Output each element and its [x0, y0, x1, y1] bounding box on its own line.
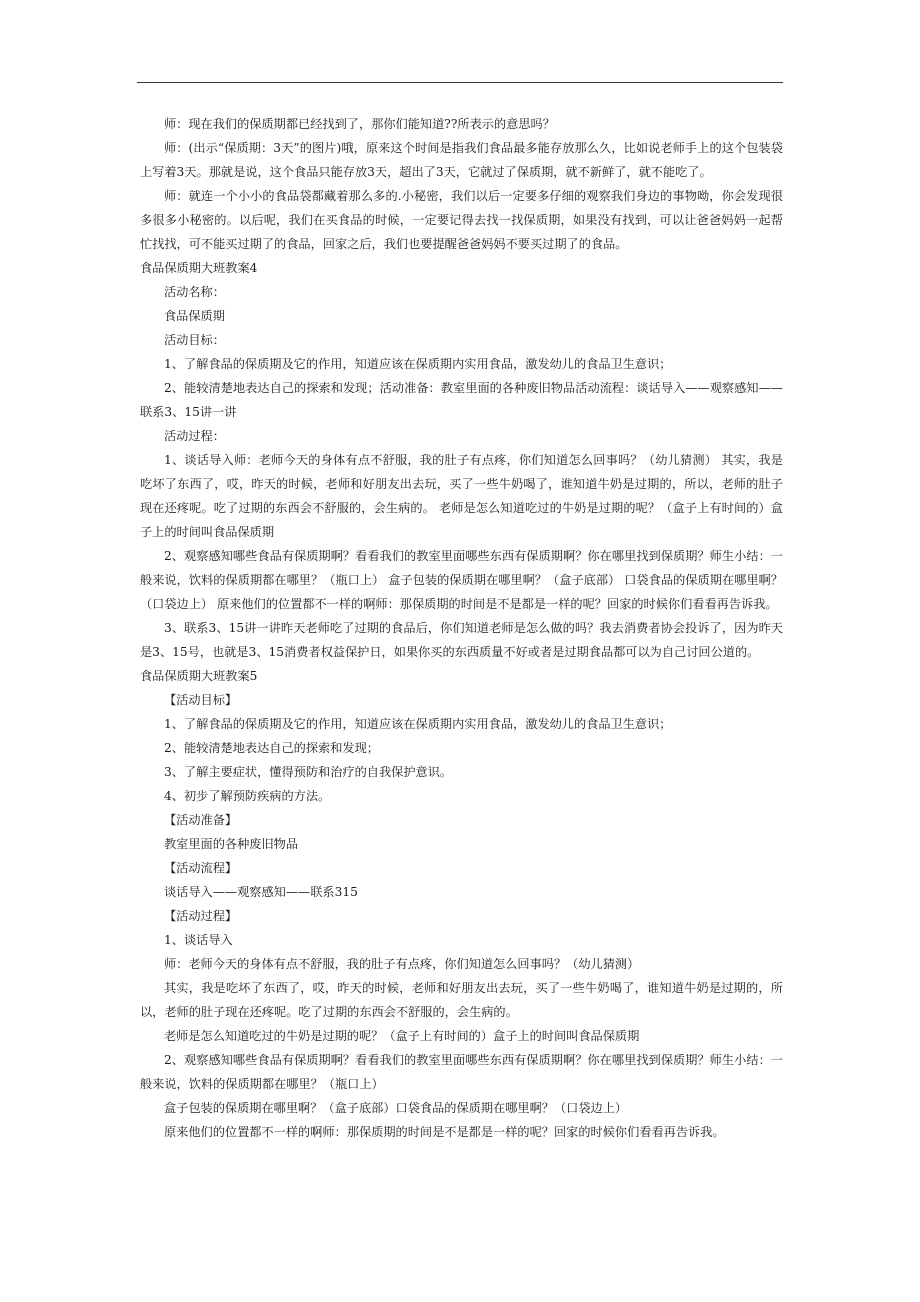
paragraph: 师：(出示“保质期：3天”的图片)哦，原来这个时间是指我们食品最多能存放那么久，比如说老师手上的这个包装袋上写着3天。那就是说，这个食品只能存放3天，超出了3天，它就过了保质期，就不新鲜了，就不能吃了。: [140, 141, 783, 179]
paragraph: 4、初步了解预防疾病的方法。: [164, 789, 331, 803]
paragraph: 1、了解食品的保质期及它的作用，知道应该在保质期内实用食品，激发幼儿的食品卫生意识；: [164, 357, 672, 371]
paragraph: 【活动流程】: [164, 861, 238, 875]
paragraph: 3、联系3、15讲一讲昨天老师吃了过期的食品后，你们知道老师是怎么做的吗？我去消费者协会投诉了，因为昨天是3、15号，也就是3、15消费者权益保护日，如果你买的东西质量不好或者是过期食品都可以为自己讨回公道的。: [140, 621, 783, 659]
paragraph: 1、谈话导入: [164, 933, 233, 947]
document-body: [140, 112, 783, 1144]
paragraph: 1、谈话导入师：老师今天的身体有点不舒服，我的肚子有点疼，你们知道怎么回事吗？（幼儿猜测） 其实，我是吃坏了东西了，哎，昨天的时候，老师和好朋友出去玩，买了一些牛奶喝了，谁知道牛奶是过期的，所以，老师的肚子现在还疼呢。吃了过期的东西会不舒服的，会生病的。 老师是怎么知道吃过的牛奶是过期的呢？（盒子上有时间的）盒子上的时间叫食品保质期: [140, 453, 783, 539]
paragraph: 教室里面的各种废旧物品: [164, 837, 299, 851]
paragraph: 谈话导入——观察感知——联系315: [164, 885, 358, 899]
section-heading: 食品保质期大班教案5: [140, 669, 258, 683]
paragraph: 盒子包装的保质期在哪里啊？（盒子底部）口袋食品的保质期在哪里啊？（口袋边上）: [164, 1101, 628, 1115]
paragraph: 师：老师今天的身体有点不舒服，我的肚子有点疼，你们知道怎么回事吗？（幼儿猜测）: [164, 957, 640, 971]
paragraph: 活动过程：: [164, 429, 225, 443]
paragraph: 师：现在我们的保质期都已经找到了，那你们能知道??所表示的意思吗？: [164, 117, 555, 131]
paragraph: 3、了解主要症状，懂得预防和治疗的自我保护意识。: [164, 765, 453, 779]
paragraph: 食品保质期: [164, 309, 225, 323]
header-rule: [137, 82, 783, 83]
paragraph: 老师是怎么知道吃过的牛奶是过期的呢？（盒子上有时间的）盒子上的时间叫食品保质期: [164, 1029, 640, 1043]
paragraph: 2、观察感知哪些食品有保质期啊？看看我们的教室里面哪些东西有保质期啊？你在哪里找到保质期？师生小结：一般来说，饮料的保质期都在哪里？（瓶口上）: [140, 1053, 783, 1091]
paragraph: 2、能较清楚地表达自己的探索和发现；活动准备：教室里面的各种废旧物品活动流程：谈话导入——观察感知——联系3、15讲一讲: [140, 381, 783, 419]
paragraph: 活动目标：: [164, 333, 225, 347]
paragraph: 活动名称：: [164, 285, 225, 299]
section-heading: 食品保质期大班教案4: [140, 261, 258, 275]
paragraph: 【活动准备】: [164, 813, 238, 827]
paragraph: 【活动过程】: [164, 909, 238, 923]
paragraph: 2、观察感知哪些食品有保质期啊？看看我们的教室里面哪些东西有保质期啊？你在哪里找到保质期？师生小结：一般来说，饮料的保质期都在哪里？（瓶口上） 盒子包装的保质期在哪里啊？（盒子底部） 口袋食品的保质期在哪里啊？（口袋边上） 原来他们的位置都不一样的啊师：那保质期的时间是不是都是一样的呢？回家的时候你们看看再告诉我。: [140, 549, 783, 611]
paragraph: 1、了解食品的保质期及它的作用，知道应该在保质期内实用食品，激发幼儿的食品卫生意识；: [164, 717, 672, 731]
paragraph: 原来他们的位置都不一样的啊师：那保质期的时间是不是都是一样的呢？回家的时候你们看看再告诉我。: [164, 1125, 725, 1139]
paragraph: 【活动目标】: [164, 693, 238, 707]
paragraph: 师：就连一个小小的食品袋都藏着那么多的.小秘密，我们以后一定要多仔细的观察我们身边的事物呦，你会发现很多很多小秘密的。以后呢，我们在买食品的时候，一定要记得去找一找保质期，如果没有找到，可以让爸爸妈妈一起帮忙找找，可不能买过期了的食品，回家之后，我们也要提醒爸爸妈妈不要买过期了的食品。: [140, 189, 783, 251]
paragraph: 2、能较清楚地表达自己的探索和发现；: [164, 741, 379, 755]
paragraph: 其实，我是吃坏了东西了，哎，昨天的时候，老师和好朋友出去玩，买了一些牛奶喝了，谁知道牛奶是过期的，所以，老师的肚子现在还疼呢。吃了过期的东西会不舒服的，会生病的。: [140, 981, 783, 1019]
